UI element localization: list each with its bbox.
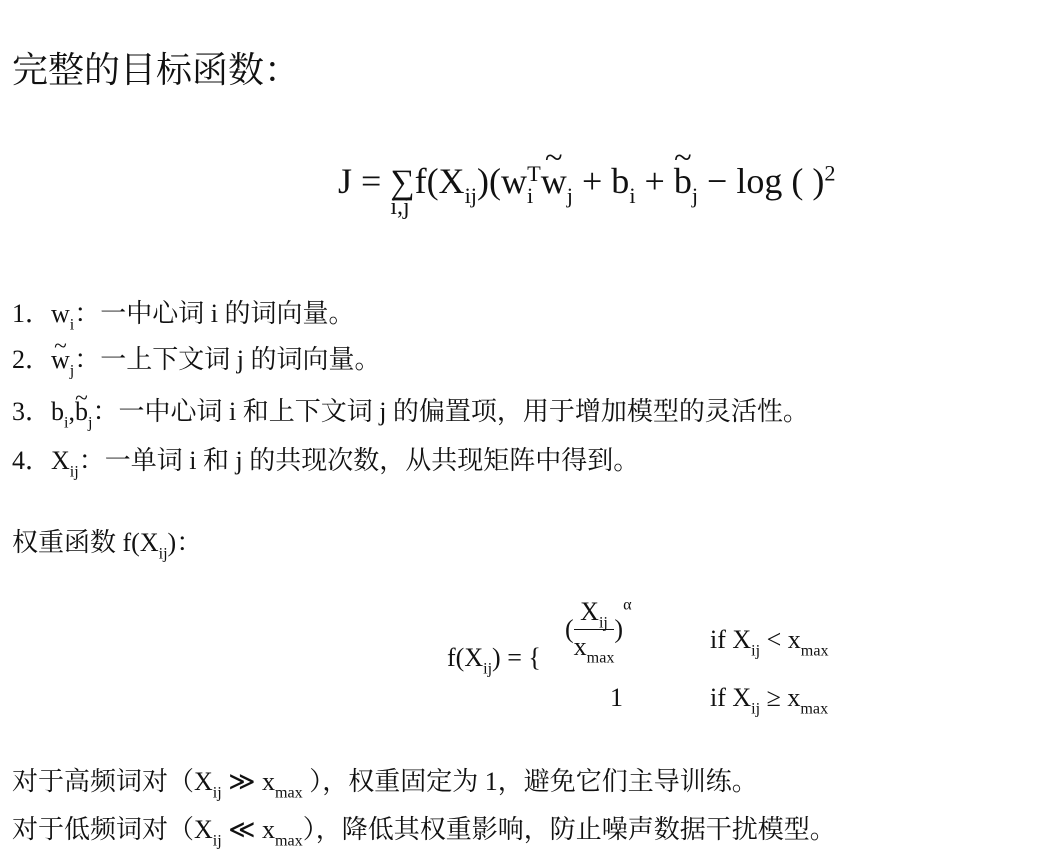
eq-equals: =	[361, 161, 382, 201]
eq-plus-b: + b	[573, 161, 630, 201]
eq-weight-f: f(X	[414, 161, 465, 201]
eq-plus: +	[635, 161, 674, 201]
weight-heading-suffix: )：	[167, 528, 203, 557]
piecewise-equation	[447, 597, 887, 727]
sigma-symbol: ∑	[390, 164, 415, 201]
eq-sub-i: i	[526, 183, 534, 209]
eq-sub-j-2: j	[691, 183, 699, 209]
item-number: 3．	[12, 397, 52, 426]
item-number: 4．	[12, 446, 52, 475]
eq-sup-T: T	[527, 160, 541, 186]
item-number: 2．	[12, 345, 52, 374]
definition-item-2	[12, 342, 381, 378]
item-symbol: ~ w	[51, 342, 70, 378]
summation	[390, 160, 415, 220]
item-text: ：一中心词 i 的词向量。	[74, 299, 355, 328]
fraction	[573, 597, 615, 667]
piecewise-case-1-value: ( $\frac{X_{ij}}{x_{max}}$ )$^\alpha$	[565, 596, 632, 667]
objective-equation	[338, 160, 836, 220]
sum-index: i,j	[390, 194, 410, 220]
eq-minus-log: − log ( )	[698, 161, 825, 201]
weight-heading-sub: ij	[158, 545, 168, 563]
eq-square: 2	[824, 160, 836, 186]
item-number: 1．	[12, 299, 52, 328]
fraction-numerator: $X_{ij}$	[574, 597, 615, 630]
item-comma: ,	[68, 397, 75, 426]
item-subscript: i	[69, 316, 75, 334]
item-subscript: j	[69, 362, 75, 380]
item-text: ：一单词 i 和 j 的共现次数，从共现矩阵中得到。	[78, 446, 640, 475]
item-text: ：一上下文词 j 的词向量。	[74, 345, 381, 374]
fraction-denominator: $x_{max}$	[573, 632, 615, 667]
eq-b-tilde: ~ b	[674, 160, 692, 202]
item-symbol: X	[51, 446, 70, 475]
piecewise-lhs	[447, 643, 541, 678]
eq-sub-j: j	[566, 183, 573, 209]
piecewise-case-2-value: 1	[610, 683, 623, 712]
eq-paren-w: )(w	[476, 161, 527, 201]
alpha-exponent: α	[623, 596, 632, 614]
eq-sub-i-2: i	[629, 183, 636, 209]
item-symbol: w	[51, 299, 70, 328]
item-symbol-2: ~ b	[75, 394, 88, 430]
item-subscript: ij	[69, 463, 79, 481]
item-subscript: i	[64, 414, 69, 432]
pw-lhs-sub: ij	[483, 660, 493, 678]
pw-brace: ) = {	[492, 643, 541, 672]
item-symbol: b	[51, 397, 65, 426]
eq-w-tilde: ~ w	[541, 160, 567, 202]
item-subscript-2: j	[88, 414, 93, 432]
piecewise-case-1-condition: if $X_{ij} < x_{max}$	[710, 625, 829, 660]
weight-heading-prefix: 权重函数 f(X	[12, 528, 159, 557]
pw-f: f(X	[447, 643, 484, 672]
piecewise-case-2-condition: if $X_{ij} \ge x_{max}$	[710, 683, 829, 718]
definition-item-3	[12, 394, 809, 430]
note-low-frequency: 对于低频词对（$X_{ij}$ ≪ $x_{max}$），降低其权重影响，防止噪声数据干扰模型。	[12, 815, 836, 850]
eq-lhs: J	[338, 161, 353, 201]
note-high-frequency: 对于高频词对（$X_{ij}$ ≫ $x_{max}$ ），权重固定为 1，避免它们主导训练。	[12, 767, 758, 802]
weight-function-heading	[12, 525, 202, 561]
item-text: ：一中心词 i 和上下文词 j 的偏置项，用于增加模型的灵活性。	[92, 397, 809, 426]
eq-sub-ij: ij	[464, 183, 477, 209]
page-title: 完整的目标函数：	[12, 50, 301, 90]
definition-item-4	[12, 443, 639, 479]
